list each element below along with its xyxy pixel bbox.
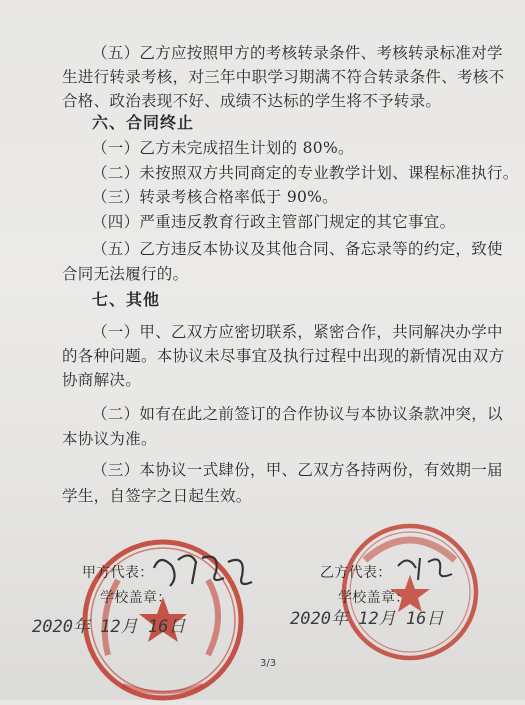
- clause-7-5-line-3: 合格、政治表现不好、成绩不达标的学生将不予转录。: [62, 92, 442, 110]
- clause-6-4: （四）严重违反教育行政主管部门规定的其它事宜。: [92, 213, 456, 231]
- clause-7-3-line-2: 学生，自签字之日起生效。: [62, 487, 252, 505]
- clause-6-5-line-2: 合同无法履行的。: [62, 265, 189, 283]
- party-b-rep-label: 乙方代表：: [320, 565, 392, 581]
- clause-6-2: （二）未按照双方共同商定的专业教学计划、课程标准执行。: [92, 164, 519, 182]
- party-a-rep-label: 甲方代表：: [82, 565, 154, 581]
- party-a-seal-label: 学校盖章：: [100, 590, 172, 606]
- party-b-sign-date: 2020年 12月 16日: [290, 609, 444, 629]
- clause-7-2-line-2: 本协议为准。: [62, 430, 157, 448]
- clause-7-1-line-3: 协商解决。: [62, 371, 142, 389]
- section-7-heading: 七、其他: [92, 290, 161, 309]
- clause-6-1: （一）乙方未完成招生计划的 80%。: [92, 139, 354, 157]
- section-6-heading: 六、合同终止: [92, 113, 195, 132]
- clause-7-2-line-1: （二）如有在此之前签订的合作协议与本协议条款冲突，以: [92, 405, 503, 423]
- clause-6-5-line-1: （五）乙方违反本协议及其他合同、备忘录等的约定，致使: [92, 240, 503, 258]
- clause-7-3-line-1: （三）本协议一式肆份，甲、乙双方各持两份，有效期一届: [92, 461, 503, 479]
- party-b-seal-label: 学校盖章：: [338, 590, 410, 606]
- page-number: 3/3: [260, 658, 277, 669]
- clause-7-1-line-1: （一）甲、乙双方应密切联系，紧密合作，共同解决办学中: [92, 323, 503, 341]
- clause-6-3: （三）转录考核合格率低于 90%。: [92, 188, 338, 206]
- party-b-signature: [394, 550, 464, 589]
- party-a-sign-date: 2020年 12月 16日: [32, 617, 186, 637]
- clause-7-5-line-1: （五）乙方应按照甲方的考核转录条件、考核转录标准对学: [92, 44, 503, 62]
- clause-7-1-line-2: 的各种问题。本协议未尽事宜及执行过程中出现的新情况由双方: [62, 347, 505, 365]
- clause-7-5-line-2: 生进行转录考核，对三年中职学习期满不符合转录条件、考核不: [62, 68, 505, 86]
